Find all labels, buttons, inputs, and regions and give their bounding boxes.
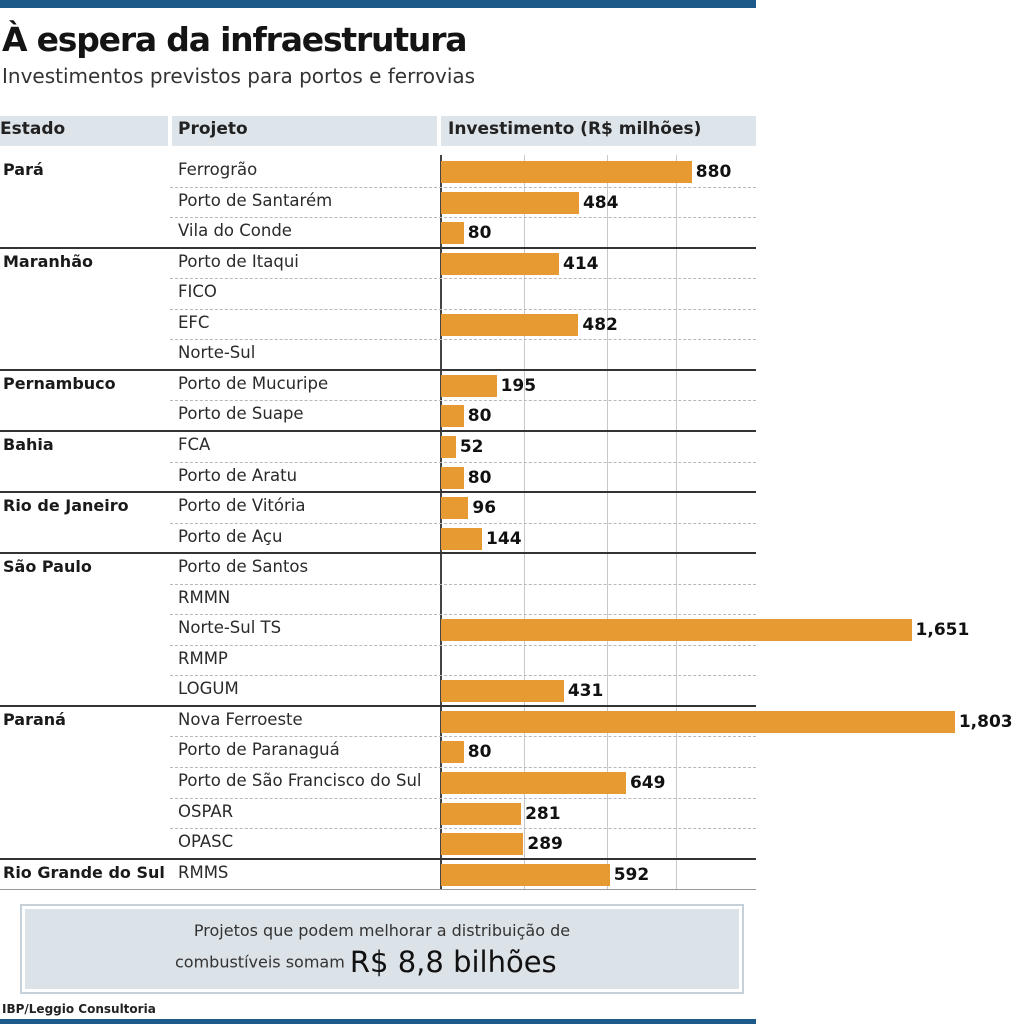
bottom-brand-bar [0, 1019, 756, 1024]
project-label: Porto de Itaqui [178, 251, 299, 271]
project-label: Porto de Paranaguá [178, 740, 340, 760]
state-label: Paraná [3, 709, 66, 729]
summary-box [22, 906, 742, 992]
project-label: RMMN [178, 587, 231, 607]
bar [441, 680, 564, 702]
project-label: LOGUM [178, 679, 239, 699]
project-label: Porto de Suape [178, 404, 304, 424]
project-label: OPASC [178, 832, 234, 852]
row-divider [170, 339, 756, 340]
row-divider [170, 462, 756, 463]
bar [441, 436, 456, 458]
bar-value-label: 80 [467, 406, 492, 427]
bar [441, 619, 912, 641]
bar-value-label: 1,803 [958, 711, 1013, 732]
state-label: São Paulo [3, 557, 92, 577]
bar [441, 833, 523, 855]
chart-title: À espera da infraestrutura [2, 20, 467, 59]
bar [441, 222, 464, 244]
row-divider [170, 828, 756, 829]
row-divider [170, 309, 756, 310]
state-separator [0, 491, 756, 493]
bar [441, 375, 497, 397]
bar [441, 528, 482, 550]
project-label: Ferrogrão [178, 160, 258, 179]
bar-value-label: 80 [467, 467, 492, 488]
project-label: EFC [178, 312, 210, 332]
project-label: RMMP [178, 648, 228, 668]
project-label: Norte-Sul TS [178, 618, 282, 638]
bar-value-label: 144 [486, 528, 522, 549]
row-divider [170, 187, 756, 188]
row-divider [170, 675, 756, 676]
chart-subtitle: Investimentos previstos para portos e ferrovias [2, 64, 476, 88]
state-label: Rio de Janeiro [3, 496, 129, 516]
column-header-project: Projeto [178, 119, 248, 139]
row-divider [170, 645, 756, 646]
row-divider [170, 736, 756, 737]
project-label: FICO [178, 282, 217, 302]
project-label: Porto de Aratu [178, 465, 298, 485]
state-separator [0, 369, 756, 371]
bar-value-label: 96 [472, 498, 497, 519]
bar-value-label: 1,651 [915, 620, 970, 641]
column-header-investment: Investimento (R$ milhões) [448, 119, 702, 139]
summary-prefix: combustíveis somam [175, 952, 345, 972]
bar-value-label: 281 [525, 803, 561, 824]
bar-value-label: 880 [695, 162, 732, 182]
bar-value-label: 592 [613, 864, 650, 885]
row-divider [170, 400, 756, 401]
project-label: Porto de Santarém [178, 190, 333, 210]
project-label: Porto de Mucuripe [178, 373, 329, 393]
bar-value-label: 80 [467, 742, 492, 763]
chart-bottom-rule [0, 889, 756, 890]
column-header-state: Estado [0, 119, 66, 139]
state-separator [0, 247, 756, 249]
state-separator [0, 858, 756, 860]
row-divider [170, 798, 756, 799]
source-credit: IBP/Leggio Consultoria [2, 1002, 156, 1016]
row-divider [170, 767, 756, 768]
summary-line-1: Projetos que podem melhorar a distribuição de [193, 921, 571, 940]
bar-value-label: 431 [567, 681, 604, 702]
project-label: Norte-Sul [178, 343, 256, 363]
bar-value-label: 289 [527, 834, 563, 855]
bar-value-label: 484 [582, 192, 619, 213]
state-separator [0, 430, 756, 432]
row-divider [170, 217, 756, 218]
project-label: RMMS [178, 862, 229, 882]
bar [441, 497, 468, 519]
state-label: Pernambuco [3, 373, 116, 393]
state-separator [0, 552, 756, 554]
bar [441, 253, 559, 275]
project-label: Porto de Santos [178, 557, 309, 577]
project-label: Vila do Conde [178, 221, 292, 241]
state-label: Pará [3, 160, 44, 179]
bar [441, 314, 578, 336]
bar-value-label: 80 [467, 223, 492, 244]
state-separator [0, 705, 756, 707]
state-label: Rio Grande do Sul [3, 862, 165, 882]
state-label: Bahia [3, 434, 54, 454]
bar [441, 741, 464, 763]
project-label: Nova Ferroeste [178, 709, 303, 729]
bar [441, 405, 464, 427]
project-label: Porto de Açu [178, 526, 283, 546]
bar-value-label: 195 [500, 375, 537, 396]
bar [441, 467, 464, 489]
bar [441, 711, 955, 733]
bar [441, 192, 579, 214]
bar [441, 161, 692, 183]
row-divider [170, 523, 756, 524]
summary-total: R$ 8,8 bilhões [349, 945, 557, 979]
row-divider [170, 278, 756, 279]
bar-value-label: 52 [459, 436, 484, 457]
bar [441, 803, 521, 825]
bar [441, 864, 610, 886]
project-label: Porto de São Francisco do Sul [178, 771, 422, 790]
bar-value-label: 414 [562, 253, 599, 274]
row-divider [170, 614, 756, 615]
project-label: Porto de Vitória [178, 496, 306, 516]
state-label: Maranhão [3, 251, 93, 271]
bar [441, 772, 626, 794]
project-label: OSPAR [178, 801, 234, 821]
bar-value-label: 649 [629, 773, 666, 793]
project-label: FCA [178, 434, 211, 454]
bar-value-label: 482 [582, 314, 618, 335]
row-divider [170, 584, 756, 585]
summary-line-2 [175, 945, 557, 979]
